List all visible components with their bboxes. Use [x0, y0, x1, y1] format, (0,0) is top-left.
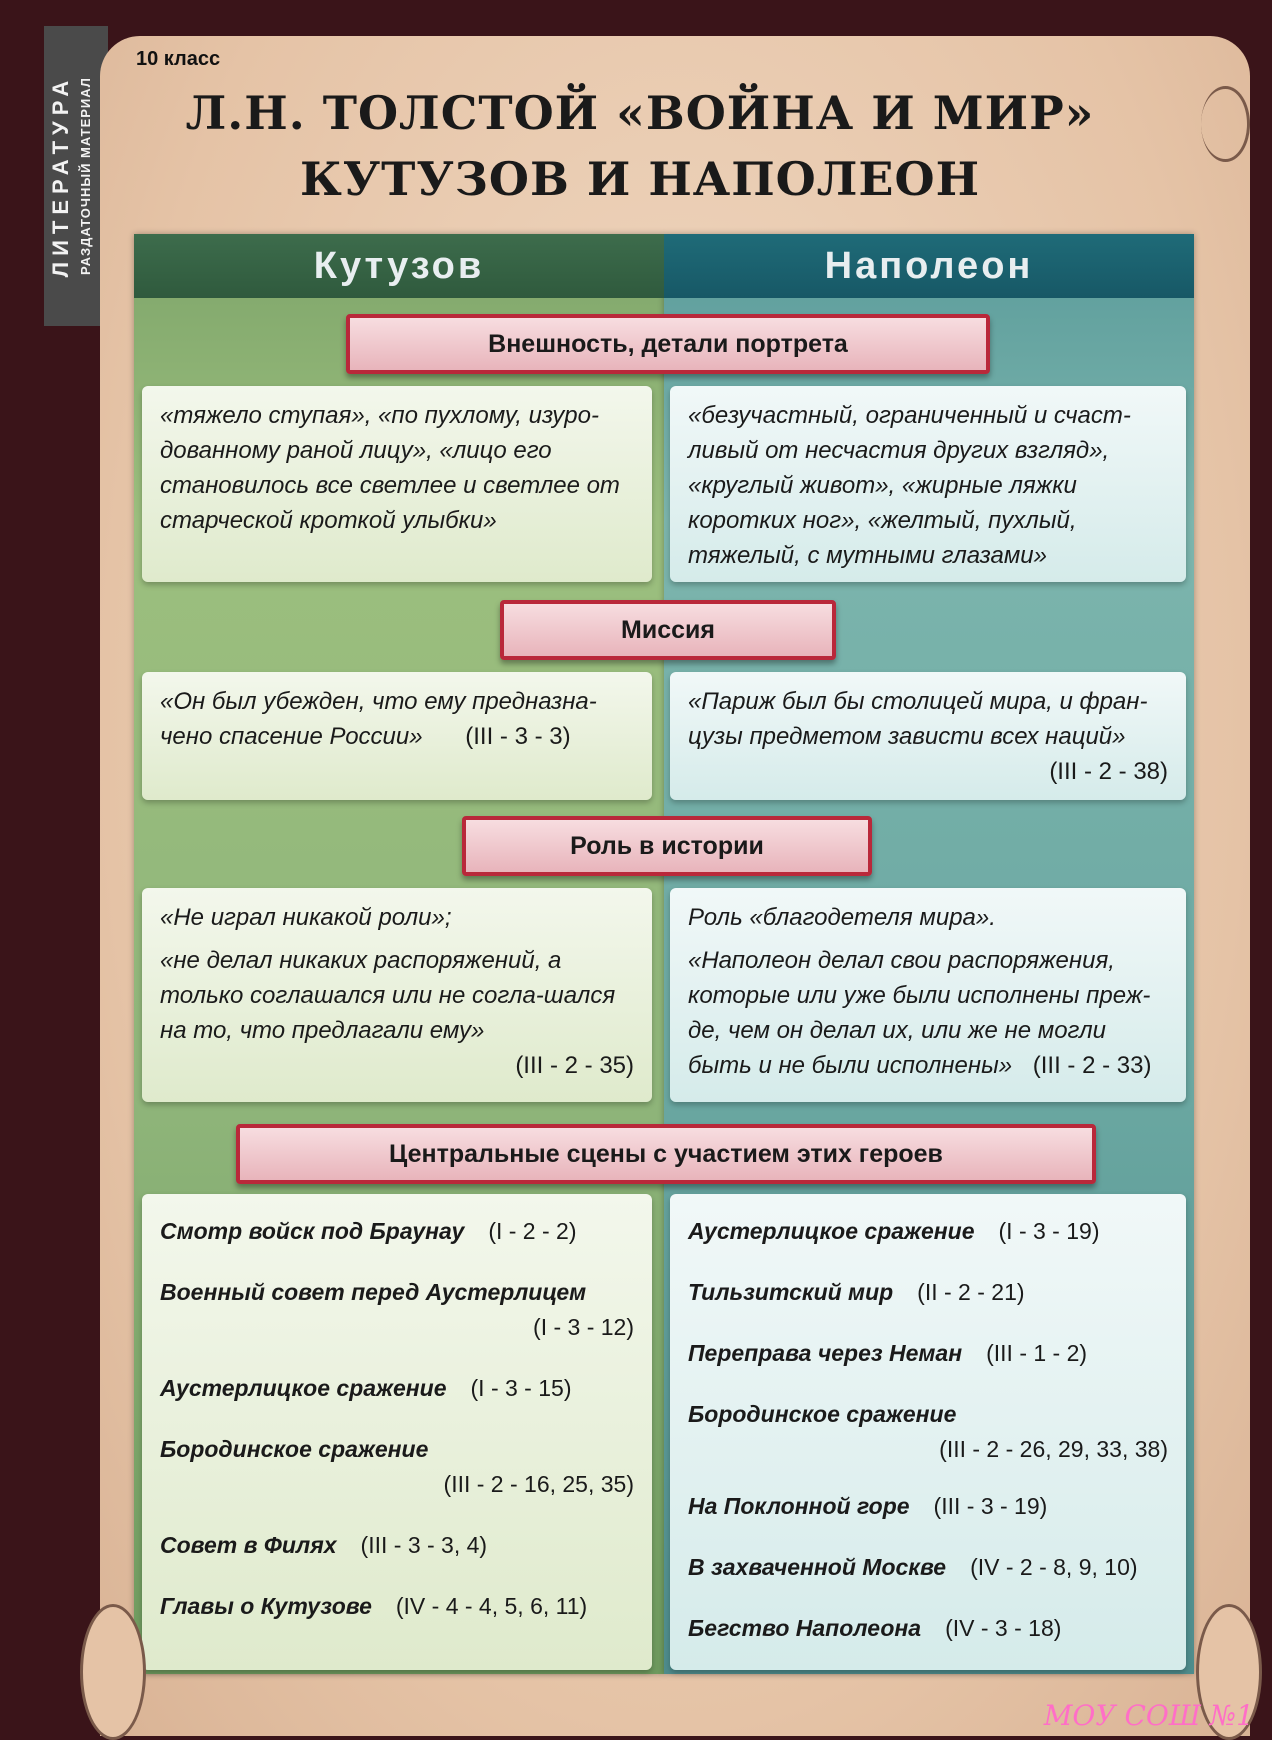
- scenes-kutuzov: [142, 1194, 652, 1670]
- role-kutuzov-ref: (III - 2 - 35): [515, 1052, 634, 1079]
- list-item: В захваченной Москве (IV - 2 - 8, 9, 10): [688, 1554, 1138, 1580]
- subtitle-label: РАЗДАТОЧНЫЙ МАТЕРИАЛ: [78, 77, 93, 275]
- list-item: На Поклонной горе (III - 3 - 19): [688, 1493, 1048, 1519]
- section-appearance: Внешность, детали портрета: [346, 314, 990, 374]
- scroll-roll-bottom-left: [80, 1604, 146, 1740]
- subject-label: ЛИТЕРАТУРА: [48, 74, 73, 278]
- list-item: Совет в Филях (III - 3 - 3, 4): [160, 1532, 488, 1558]
- column-header-napoleon: Наполеон: [664, 234, 1194, 298]
- sidebar-text: [46, 26, 106, 326]
- role-kutuzov-p1: «Не играл никакой роли»;: [160, 904, 452, 931]
- mission-kutuzov-ref: (III - 3 - 3): [465, 723, 571, 750]
- appearance-napoleon: «безучастный, ограниченный и счаст-ливый от несчастия других взгляд», «круглый живот», «жирные ляжки коротких ног», «желтый, пухлый, тяжелый, с мутными глазами»: [670, 386, 1186, 582]
- page-title-line1: Л.Н. ТОЛСТОЙ «ВОЙНА И МИР»: [185, 86, 1095, 140]
- page-title-line2: КУТУЗОВ И НАПОЛЕОН: [299, 152, 981, 206]
- section-scenes: Центральные сцены с участием этих героев: [236, 1124, 1096, 1184]
- section-role: Роль в истории: [462, 816, 872, 876]
- role-kutuzov-p2: «не делал никаких распоряжений, а только соглашался или не согла-шался на то, что предлагали ему»: [160, 947, 616, 1044]
- role-napoleon: [670, 888, 1186, 1102]
- list-item: Аустерлицкое сражение (I - 3 - 15): [160, 1375, 572, 1401]
- list-item: Бородинское сражение (III - 2 - 26, 29, 33, 38): [688, 1401, 1168, 1462]
- role-napoleon-ref: (III - 2 - 33): [1032, 1052, 1152, 1079]
- appearance-kutuzov: «тяжело ступая», «по пухлому, изуро-дованному раной лицу», «лицо его становилось все светлее и светлее от старческой кроткой улыбки»: [142, 386, 652, 582]
- mission-napoleon-ref: (III - 2 - 38): [1049, 758, 1168, 785]
- subject-sidebar: [44, 26, 108, 326]
- list-item: Военный совет перед Аустерлицем (I - 3 - 12): [160, 1279, 634, 1340]
- watermark: МОУ СОШ №1: [1043, 1699, 1254, 1732]
- role-kutuzov: [142, 888, 652, 1102]
- list-item: Переправа через Неман (III - 1 - 2): [688, 1340, 1088, 1366]
- list-item: Тильзитский мир (II - 2 - 21): [688, 1279, 1025, 1305]
- mission-napoleon-quote: «Париж был бы столицей мира, и фран-цузы предметом зависти всех наций»: [688, 688, 1148, 750]
- grade-label: 10 класс: [136, 48, 221, 70]
- mission-kutuzov: [142, 672, 652, 800]
- list-item: Бородинское сражение (III - 2 - 16, 25, 35): [160, 1436, 634, 1497]
- role-napoleon-p2: «Наполеон делал свои распоряжения, которые или уже были исполнены преж-де, чем он делал их, или же не могли быть и не были исполнены»: [688, 947, 1151, 1079]
- role-napoleon-p1: Роль «благодетеля мира».: [688, 904, 996, 931]
- list-item: Бегство Наполеона (IV - 3 - 18): [688, 1615, 1062, 1641]
- scenes-napoleon: [670, 1194, 1186, 1670]
- mission-kutuzov-quote: «Он был убежден, что ему предназна-чено спасение России»: [160, 688, 597, 750]
- column-header-kutuzov: Кутузов: [134, 234, 664, 298]
- mission-napoleon: [670, 672, 1186, 800]
- scroll-roll-decoration: [1201, 86, 1250, 162]
- list-item: Главы о Кутузове (IV - 4 - 4, 5, 6, 11): [160, 1593, 588, 1619]
- list-item: Смотр войск под Браунау (I - 2 - 2): [160, 1218, 577, 1244]
- section-mission: Миссия: [500, 600, 836, 660]
- list-item: Аустерлицкое сражение (I - 3 - 19): [688, 1218, 1100, 1244]
